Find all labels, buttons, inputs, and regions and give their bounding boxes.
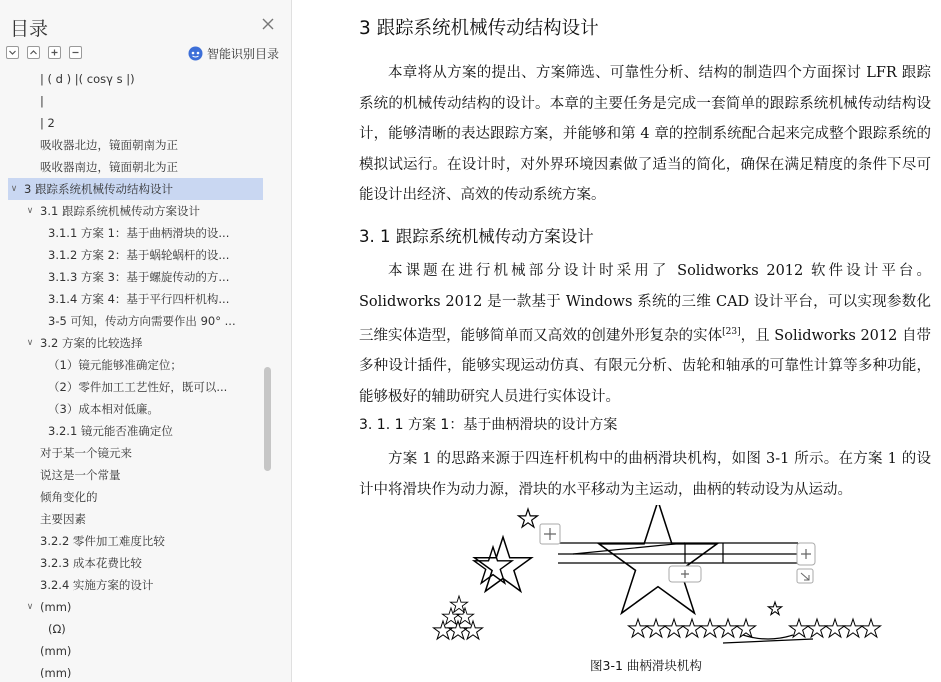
expand-icon[interactable] — [27, 46, 40, 59]
toc-item[interactable] — [8, 68, 263, 90]
section-heading: 3. 1 跟踪系统机械传动方案设计 — [359, 227, 594, 246]
toc-item[interactable] — [8, 486, 263, 508]
toc-item[interactable] — [8, 552, 263, 574]
drawing-strokes — [474, 505, 813, 643]
toc-item[interactable] — [8, 662, 263, 678]
figure-caption: 图3-1 曲柄滑块机构 — [590, 658, 702, 673]
toc-item[interactable] — [8, 310, 263, 332]
toc-item-label: | 2 — [40, 116, 55, 130]
toc-item-label: 3.2.1 镜元能否准确定位 — [48, 424, 173, 438]
document-page — [293, 0, 941, 682]
toc-item[interactable] — [8, 596, 263, 618]
toc-item-label: （3）成本相对低廉。 — [48, 402, 159, 416]
toc-item-label: 3.1.3 方案 3：基于螺旋传动的方... — [48, 270, 230, 284]
collapse-all-icon[interactable] — [6, 46, 19, 59]
toc-item[interactable] — [8, 442, 263, 464]
toc-pane — [0, 0, 292, 682]
toc-item[interactable] — [8, 332, 263, 354]
close-icon[interactable] — [261, 16, 275, 30]
toc-item[interactable] — [8, 464, 263, 486]
toc-item[interactable] — [8, 112, 263, 134]
toc-item[interactable] — [8, 244, 263, 266]
toc-item[interactable] — [8, 90, 263, 112]
toc-item-label: 吸收器南边，镜面朝北为正 — [40, 160, 178, 174]
star-rows — [433, 596, 880, 639]
figure-crank-slider[interactable] — [423, 505, 893, 655]
toc-item-label: (mm) — [40, 644, 72, 658]
toc-item-label: 3.2 方案的比较选择 — [40, 336, 143, 350]
chapter-heading: 3 跟踪系统机械传动结构设计 — [359, 18, 599, 39]
toc-item-label: 3.2.2 零件加工难度比较 — [40, 534, 165, 548]
toc-item-label: 3.2.4 实施方案的设计 — [40, 578, 154, 592]
toc-item-label: （1）镜元能够准确定位； — [48, 358, 182, 372]
add-column-icon[interactable] — [797, 543, 815, 565]
toc-item-label: 3.1.4 方案 4：基于平行四杆机构... — [48, 292, 230, 306]
toc-item[interactable] — [8, 376, 263, 398]
toc-item[interactable] — [8, 508, 263, 530]
toc-item[interactable] — [8, 266, 263, 288]
toc-item-label: 3.2.3 成本花费比较 — [40, 556, 142, 570]
toc-item[interactable] — [8, 134, 263, 156]
toc-item-label: (Ω) — [48, 622, 66, 636]
chevron-down-icon[interactable]: ∨ — [26, 206, 34, 216]
add-row-icon[interactable] — [669, 566, 701, 582]
toc-item-label: 说这是一个常量 — [40, 468, 121, 482]
toc-item-label: 3.1 跟踪系统机械传动方案设计 — [40, 204, 200, 218]
chevron-down-icon[interactable]: ∨ — [26, 602, 34, 612]
toc-item[interactable] — [8, 156, 263, 178]
toc-title: 目录 — [10, 18, 49, 40]
toc-item[interactable] — [8, 178, 263, 200]
paragraph-solidworks-b: ，且 Solidworks 2012 自带多种设计插件，能够实现运动仿真、有限元分析、齿轮和轴承的可靠性计算等多种功能，能够极好的辅助研究人员进行实体设计。 — [359, 327, 932, 405]
toc-item[interactable] — [8, 288, 263, 310]
toc-item-label: 3 跟踪系统机械传动结构设计 — [24, 182, 173, 196]
toc-item-label: 主要因素 — [40, 512, 86, 526]
toc-item[interactable] — [8, 420, 263, 442]
citation-mark[interactable]: [23] — [722, 327, 741, 337]
toc-item[interactable] — [8, 200, 263, 222]
toc-item-label: 倾角变化的 — [40, 490, 98, 504]
move-handle-icon[interactable] — [540, 524, 560, 544]
toc-item[interactable] — [8, 640, 263, 662]
toc-item-label: (mm) — [40, 600, 72, 614]
toc-item-label: (mm) — [40, 666, 72, 678]
paragraph-scheme1: 方案 1 的思路来源于四连杆机构中的曲柄滑块机构，如图 3-1 所示。在方案 1 的设计中将滑块作为动力源，滑块的水平移动为主运动，曲柄的转动设为从运动。 — [359, 451, 931, 498]
toc-item[interactable] — [8, 398, 263, 420]
toc-item-label: | ( d ) |( cosγ s |) — [40, 72, 135, 86]
smart-recognize-icon — [188, 46, 203, 61]
toc-item[interactable] — [8, 618, 263, 640]
smart-recognize-button[interactable] — [188, 45, 279, 62]
toc-item[interactable] — [8, 354, 263, 376]
subsection-heading: 3. 1. 1 方案 1：基于曲柄滑块的设计方案 — [359, 417, 618, 433]
add-icon[interactable] — [48, 46, 61, 59]
toc-list — [0, 68, 282, 678]
remove-icon[interactable] — [69, 46, 82, 59]
toc-item-label: 3.1.2 方案 2：基于蜗轮蜗杆的设... — [48, 248, 230, 262]
resize-handle-icon[interactable] — [797, 569, 813, 583]
toc-scrollbar[interactable] — [264, 367, 271, 471]
toc-item-label: 吸收器北边，镜面朝南为正 — [40, 138, 178, 152]
toc-item-label: 3.1.1 方案 1：基于曲柄滑块的设... — [48, 226, 230, 240]
toc-item-label: 对于某一个镜元来 — [40, 446, 132, 460]
toc-toolbar — [6, 46, 82, 62]
toc-item-label: （2）零件加工工艺性好，既可以... — [48, 380, 228, 394]
toc-item[interactable] — [8, 530, 263, 552]
chevron-down-icon[interactable]: ∨ — [26, 338, 34, 348]
toc-item[interactable] — [8, 574, 263, 596]
paragraph-solidworks-a: 本课题在进行机械部分设计时采用了 Solidworks 2012 软件设计平台。Solidworks 2012 是一款基于 Windows 系统的三维 CAD 设计平台，可以实现参数化三维实体造型，能够简单而又高效的创建外形复杂的实体 — [359, 263, 931, 344]
smart-recognize-label: 智能识别目录 — [207, 47, 280, 61]
toc-item-label: | — [40, 94, 44, 108]
toc-item[interactable] — [8, 222, 263, 244]
paragraph-intro: 本章将从方案的提出、方案筛选、可靠性分析、结构的制造四个方面探讨 LFR 跟踪系统的机械传动结构的设计。本章的主要任务是完成一套简单的跟踪系统机械传动结构设计，能够清晰的表达跟踪方案，并能够和第 4 章的控制系统配合起来完成整个跟踪系统的模拟试运行。在设计时，对外界环境因素做了适当的简化，确保在满足精度的条件下尽可能设计出经济、高效的传动系统方案。 — [359, 65, 931, 203]
toc-item-label: 3-5 可知，传动方向需要作出 90° ... — [48, 314, 236, 328]
chevron-down-icon[interactable]: ∨ — [10, 184, 18, 194]
paragraph-solidworks — [359, 256, 931, 412]
